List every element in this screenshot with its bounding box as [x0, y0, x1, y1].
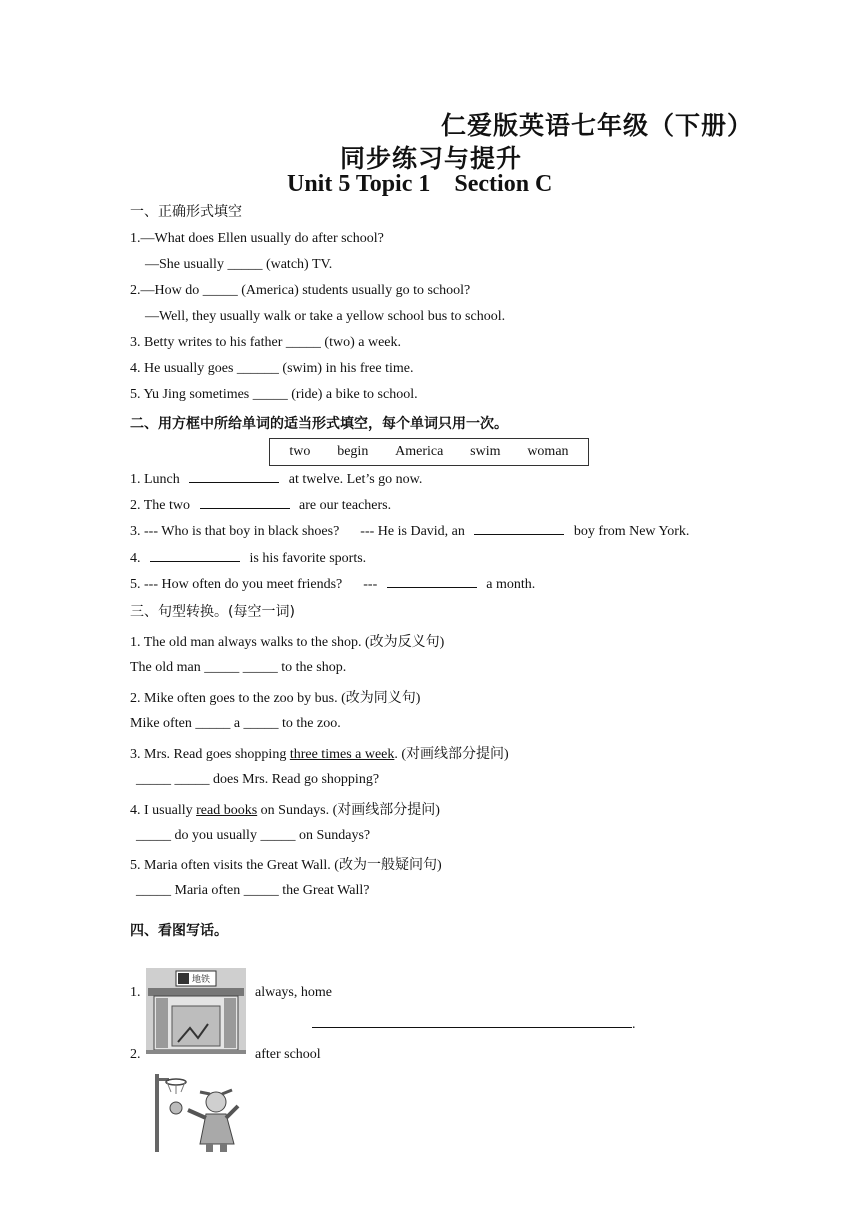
picture-item-number: 1. — [130, 985, 141, 1000]
part1-line: —She usually _____ (watch) TV. — [145, 257, 333, 272]
part1-heading: 一、正确形式填空 — [130, 204, 242, 220]
part2-item: 2. The two are our teachers. — [130, 498, 392, 513]
part3-answer: _____ _____ does Mrs. Read go shopping? — [136, 772, 380, 787]
part3-question: 2. Mike often goes to the zoo by bus. (改为同义句) — [130, 691, 421, 706]
part3-heading: 三、句型转换。(每空一词) — [130, 604, 295, 620]
answer-blank[interactable] — [150, 549, 240, 562]
part3-answer: _____ do you usually _____ on Sundays? — [136, 828, 371, 843]
answer-blank[interactable] — [474, 522, 564, 535]
part2-item: 4. is his favorite sports. — [130, 551, 367, 566]
title-line-3: Unit 5 Topic 1 Section C — [287, 171, 553, 197]
word-box-item: America — [395, 444, 444, 459]
part2-item: 3. --- Who is that boy in black shoes? --- He is David, an boy from New York. — [130, 524, 690, 539]
part3-question: 4. I usually read books on Sundays. (对画线部分提问) — [130, 803, 440, 818]
part3-answer: _____ Maria often _____ the Great Wall? — [136, 883, 370, 898]
part3-question: 5. Maria often visits the Great Wall. (改为一般疑问句) — [130, 858, 442, 873]
part1-line: 2.—How do _____ (America) students usually go to school? — [130, 283, 471, 298]
part3-question: 1. The old man always walks to the shop. (改为反义句) — [130, 635, 445, 650]
word-box-item: woman — [527, 444, 569, 459]
word-box-item: swim — [470, 444, 501, 459]
word-box — [269, 438, 589, 466]
answer-blank[interactable] — [189, 470, 279, 483]
part1-line: 3. Betty writes to his father _____ (two) a week. — [130, 335, 401, 350]
answer-blank[interactable] — [387, 575, 477, 588]
part1-line: —Well, they usually walk or take a yellow school bus to school. — [145, 309, 506, 324]
picture-item-number: 2. — [130, 1047, 141, 1062]
word-box-item: begin — [337, 444, 369, 459]
subway-station-image — [146, 968, 246, 1054]
part2-item: 5. --- How often do you meet friends? --- a month. — [130, 577, 536, 592]
part1-line: 4. He usually goes ______ (swim) in his free time. — [130, 361, 414, 376]
part1-line: 1.—What does Ellen usually do after school? — [130, 231, 384, 246]
picture-item-hint: always, home — [255, 985, 332, 1000]
part1-line: 5. Yu Jing sometimes _____ (ride) a bike to school. — [130, 387, 418, 402]
part3-answer: Mike often _____ a _____ to the zoo. — [130, 716, 341, 731]
title-line-1: 仁爱版英语七年级（下册） — [441, 111, 754, 140]
title-line-2: 同步练习与提升 — [340, 144, 523, 173]
part3-answer: The old man _____ _____ to the shop. — [130, 660, 347, 675]
answer-blank[interactable] — [200, 496, 290, 509]
underlined-phrase: read books — [196, 803, 258, 818]
answer-line[interactable]: . — [312, 1015, 636, 1033]
basketball-player-image — [152, 1072, 250, 1154]
part4-heading: 四、看图写话。 — [130, 923, 228, 939]
part2-item: 1. Lunch at twelve. Let’s go now. — [130, 472, 423, 487]
part2-heading: 二、用方框中所给单词的适当形式填空，每个单词只用一次。 — [130, 416, 508, 432]
subway-sign-text: 地铁 — [192, 974, 211, 984]
picture-item-hint: after school — [255, 1047, 321, 1062]
word-box-item: two — [289, 444, 311, 459]
underlined-phrase: three times a week — [289, 747, 395, 762]
part3-question: 3. Mrs. Read goes shopping three times a week. (对画线部分提问) — [130, 747, 509, 762]
